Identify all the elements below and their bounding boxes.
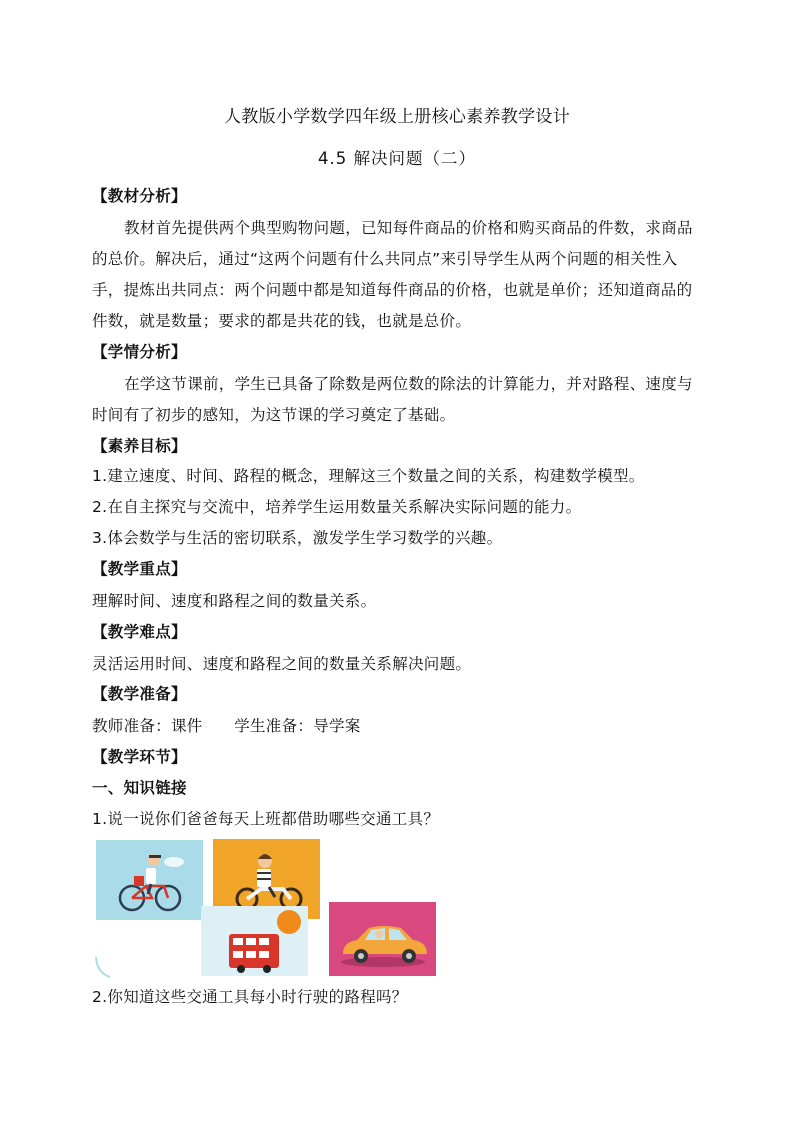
car-driver-image	[329, 902, 436, 976]
question-1: 1.说一说你们爸爸每天上班都借助哪些交通工具？	[92, 810, 440, 828]
question-2: 2.你知道这些交通工具每小时行驶的路程吗？	[92, 988, 408, 1006]
car-illustration	[329, 902, 436, 976]
paragraph-line: 件数，就是数量；要求的都是共花的钱，也就是总价。	[92, 312, 472, 330]
section-heading-key: 【教学重点】	[92, 560, 187, 578]
paragraph-line: 教材首先提供两个典型购物问题，已知每件商品的价格和购买商品的件数，求商品	[124, 219, 693, 237]
paragraph-line: 在学这节课前，学生已具备了除数是两位数的除法的计算能力，并对路程、速度与	[124, 375, 693, 393]
goal-item: 2.在自主探究与交流中，培养学生运用数量关系解决实际问题的能力。	[92, 498, 582, 516]
key-point-text: 理解时间、速度和路程之间的数量关系。	[92, 592, 377, 610]
section-heading-material: 【教材分析】	[92, 187, 187, 205]
document-subtitle: 4.5 解决问题（二）	[318, 149, 476, 168]
paragraph-line: 的总价。解决后，通过“这两个问题有什么共同点”来引导学生从两个问题的相关性入	[92, 250, 678, 268]
goal-item: 1.建立速度、时间、路程的概念，理解这三个数量之间的关系，构建数学模型。	[92, 467, 645, 485]
section-heading-difficulty: 【教学难点】	[92, 623, 187, 641]
section-heading-student: 【学情分析】	[92, 343, 187, 361]
section-heading-steps: 【教学环节】	[92, 748, 187, 766]
double-decker-bus-image	[201, 906, 308, 976]
section-heading-preparation: 【教学准备】	[92, 685, 187, 703]
preparation-text: 教师准备：课件 学生准备：导学案	[92, 717, 361, 735]
bus-illustration	[201, 906, 308, 976]
section-heading-goal: 【素养目标】	[92, 437, 187, 455]
difficulty-text: 灵活运用时间、速度和路程之间的数量关系解决问题。	[92, 655, 472, 673]
bicycle-rider-image	[96, 840, 203, 920]
goal-item: 3.体会数学与生活的密切联系，激发学生学习数学的兴趣。	[92, 529, 503, 547]
bicycle-illustration	[96, 840, 203, 920]
paragraph-line: 时间有了初步的感知，为这节课的学习奠定了基础。	[92, 406, 456, 424]
step-heading: 一、知识链接	[92, 779, 187, 797]
paragraph-line: 手，提炼出共同点：两个问题中都是知道每件商品的价格，也就是单价；还知道商品的	[92, 281, 693, 299]
document-title: 人教版小学数学四年级上册核心素养教学设计	[224, 107, 570, 127]
decorative-arc	[94, 955, 114, 980]
